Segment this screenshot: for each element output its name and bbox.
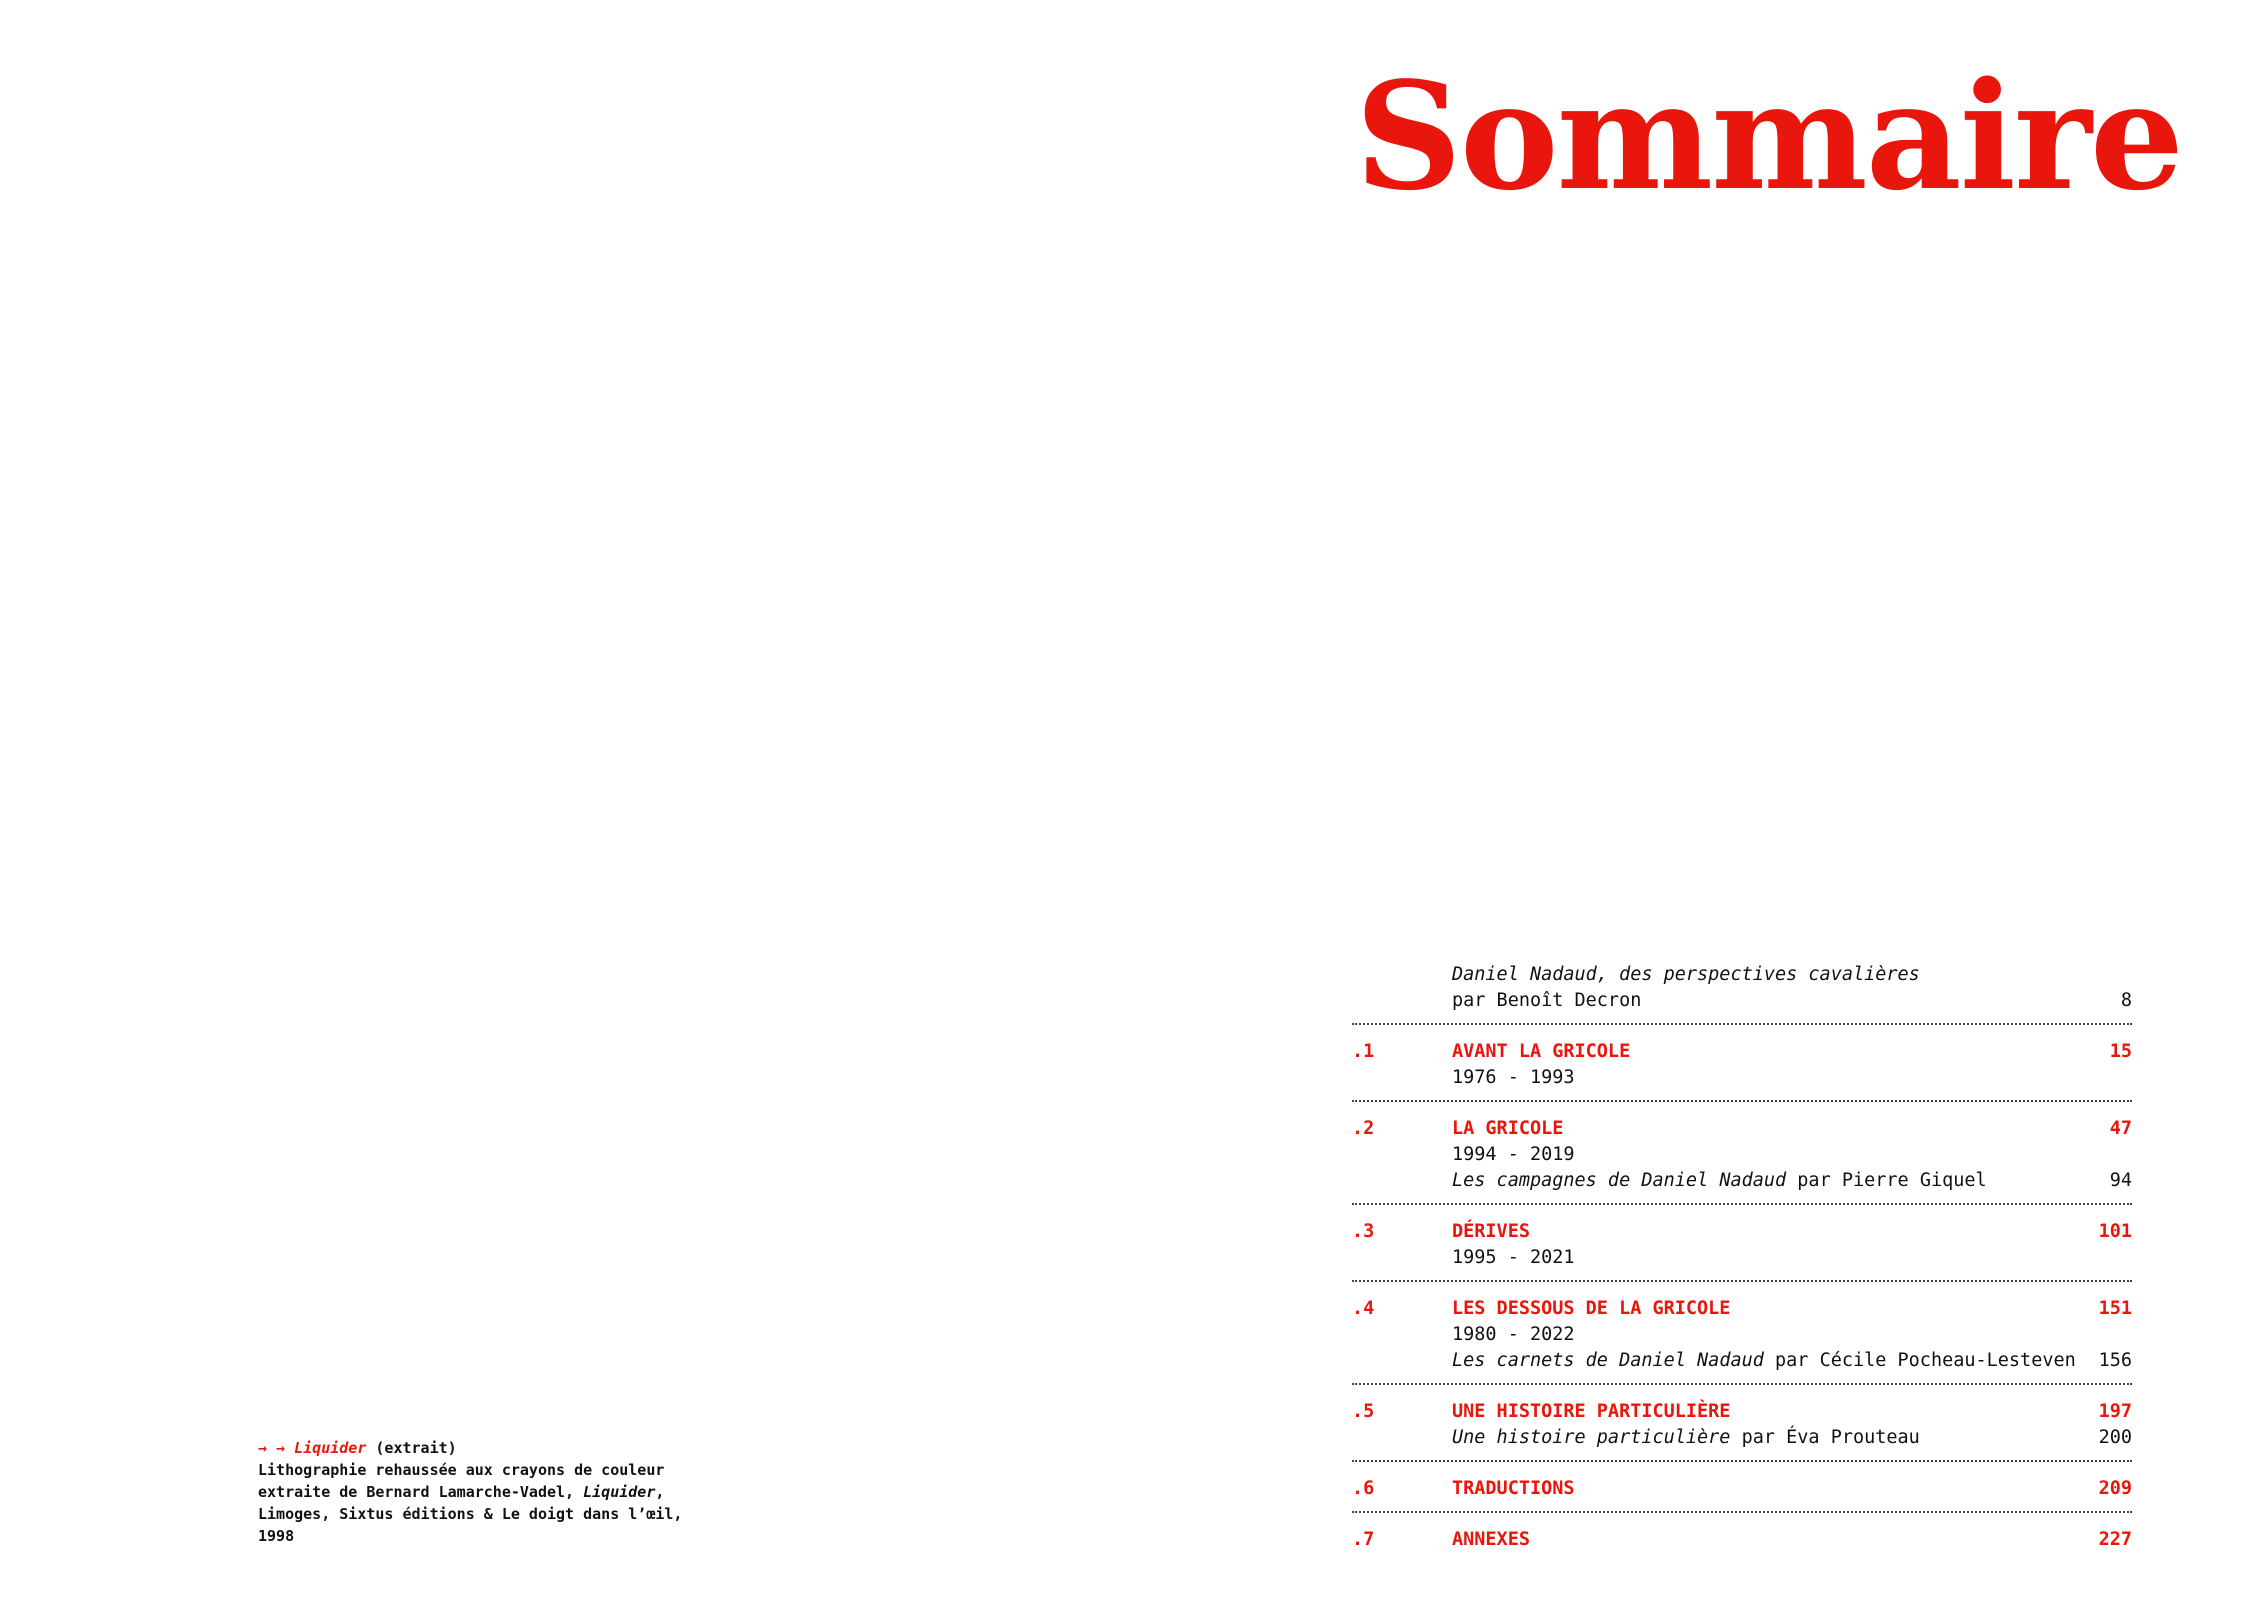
toc-section-page: 47 bbox=[2109, 1118, 2132, 1139]
caption-line-3-suffix: , bbox=[655, 1483, 665, 1501]
toc-section-7-heading[interactable] bbox=[1352, 1527, 2132, 1553]
toc-subentry-title: Les carnets de bbox=[1452, 1350, 1608, 1371]
toc-section-page: 197 bbox=[2098, 1401, 2132, 1422]
caption-line-4: Limoges, Sixtus éditions & Le doigt dans l’œil, bbox=[258, 1505, 683, 1523]
table-of-contents bbox=[1352, 962, 2132, 1553]
toc-section-page: 15 bbox=[2109, 1041, 2132, 1062]
toc-section-title: AVANT LA GRICOLE bbox=[1452, 1041, 1631, 1062]
toc-section-number: .1 bbox=[1352, 1041, 1375, 1062]
toc-section-number: .6 bbox=[1352, 1478, 1375, 1499]
toc-section-7 bbox=[1352, 1527, 2132, 1553]
toc-section-2-heading[interactable] bbox=[1352, 1116, 2132, 1142]
toc-section-title: ANNEXES bbox=[1452, 1529, 1530, 1550]
toc-subentry-author: par Cécile Pocheau-Lesteven bbox=[1775, 1350, 2076, 1371]
toc-section-dates: 1980 - 2022 bbox=[1452, 1324, 1575, 1345]
caption-line-3-italic: Liquider bbox=[583, 1483, 656, 1501]
toc-intro-author-row bbox=[1352, 988, 2132, 1014]
toc-section-1-dates-row bbox=[1352, 1065, 2132, 1091]
toc-section-title: DÉRIVES bbox=[1452, 1221, 1530, 1242]
toc-subentry bbox=[1452, 1168, 1987, 1194]
toc-section-title: TRADUCTIONS bbox=[1452, 1478, 1575, 1499]
toc-subentry-title: Une histoire particulière bbox=[1452, 1427, 1731, 1448]
toc-section-title: LA GRICOLE bbox=[1452, 1118, 1564, 1139]
toc-section-1 bbox=[1352, 1039, 2132, 1102]
toc-section-dates: 1994 - 2019 bbox=[1452, 1144, 1575, 1165]
toc-section-dates: 1976 - 1993 bbox=[1452, 1067, 1575, 1088]
caption-line-3-text: extraite de Bernard Lamarche-Vadel, bbox=[258, 1483, 575, 1501]
toc-section-4-heading[interactable] bbox=[1352, 1296, 2132, 1322]
image-caption bbox=[258, 1437, 718, 1547]
toc-intro-title[interactable]: Daniel Nadaud, des perspectives cavalières bbox=[1452, 964, 1920, 985]
toc-section-1-heading[interactable] bbox=[1352, 1039, 2132, 1065]
caption-line-3 bbox=[258, 1481, 718, 1503]
toc-section-5-sub-row[interactable] bbox=[1352, 1425, 2132, 1451]
toc-section-4-sub-row[interactable] bbox=[1352, 1348, 2132, 1374]
toc-section-page: 101 bbox=[2098, 1221, 2132, 1242]
toc-section-number: .7 bbox=[1352, 1529, 1375, 1550]
toc-intro-title-row bbox=[1352, 962, 2132, 988]
toc-section-3-dates-row bbox=[1352, 1245, 2132, 1271]
toc-section-title: UNE HISTOIRE PARTICULIÈRE bbox=[1452, 1401, 1731, 1422]
toc-section-number: .5 bbox=[1352, 1401, 1375, 1422]
toc-section-4-dates-row bbox=[1352, 1322, 2132, 1348]
toc-section-5-heading[interactable] bbox=[1352, 1399, 2132, 1425]
toc-section-title: LES DESSOUS DE LA GRICOLE bbox=[1452, 1298, 1731, 1319]
caption-work-title: Liquider bbox=[294, 1439, 367, 1457]
toc-subentry-page: 156 bbox=[2098, 1350, 2132, 1371]
toc-subentry bbox=[1452, 1348, 2076, 1374]
toc-section-2 bbox=[1352, 1116, 2132, 1205]
toc-section-dates: 1995 - 2021 bbox=[1452, 1247, 1575, 1268]
toc-section-page: 227 bbox=[2098, 1529, 2132, 1550]
toc-section-3 bbox=[1352, 1219, 2132, 1282]
toc-intro bbox=[1352, 962, 2132, 1025]
toc-subentry-title-name: Daniel Nadaud bbox=[1641, 1170, 1787, 1191]
toc-intro-page: 8 bbox=[2120, 990, 2132, 1011]
toc-subentry-title-name: Daniel Nadaud bbox=[1619, 1350, 1764, 1371]
toc-subentry-author: par Pierre Giquel bbox=[1797, 1170, 1987, 1191]
toc-section-2-sub-row[interactable] bbox=[1352, 1168, 2132, 1194]
toc-section-5 bbox=[1352, 1399, 2132, 1462]
toc-subentry bbox=[1452, 1425, 1920, 1451]
caption-line-1 bbox=[258, 1437, 718, 1459]
toc-subentry-title: Les campagnes de bbox=[1452, 1170, 1631, 1191]
toc-section-number: .2 bbox=[1352, 1118, 1375, 1139]
toc-subentry-page: 200 bbox=[2098, 1427, 2132, 1448]
toc-section-6-heading[interactable] bbox=[1352, 1476, 2132, 1502]
toc-section-6 bbox=[1352, 1476, 2132, 1513]
toc-section-4 bbox=[1352, 1296, 2132, 1385]
caption-work-suffix: (extrait) bbox=[375, 1439, 457, 1457]
toc-section-number: .4 bbox=[1352, 1298, 1375, 1319]
toc-section-page: 151 bbox=[2098, 1298, 2132, 1319]
toc-section-3-heading[interactable] bbox=[1352, 1219, 2132, 1245]
caption-line-5: 1998 bbox=[258, 1527, 295, 1545]
arrow-icon: → → bbox=[258, 1439, 286, 1457]
toc-section-page: 209 bbox=[2098, 1478, 2132, 1499]
toc-intro-author: par Benoît Decron bbox=[1452, 990, 1642, 1011]
toc-section-2-dates-row bbox=[1352, 1142, 2132, 1168]
caption-line-2: Lithographie rehaussée aux crayons de couleur bbox=[258, 1461, 665, 1479]
page-title: Sommaire bbox=[1355, 49, 2183, 223]
toc-section-number: .3 bbox=[1352, 1221, 1375, 1242]
toc-subentry-author: par Éva Prouteau bbox=[1741, 1427, 1920, 1448]
toc-subentry-page: 94 bbox=[2109, 1170, 2132, 1191]
